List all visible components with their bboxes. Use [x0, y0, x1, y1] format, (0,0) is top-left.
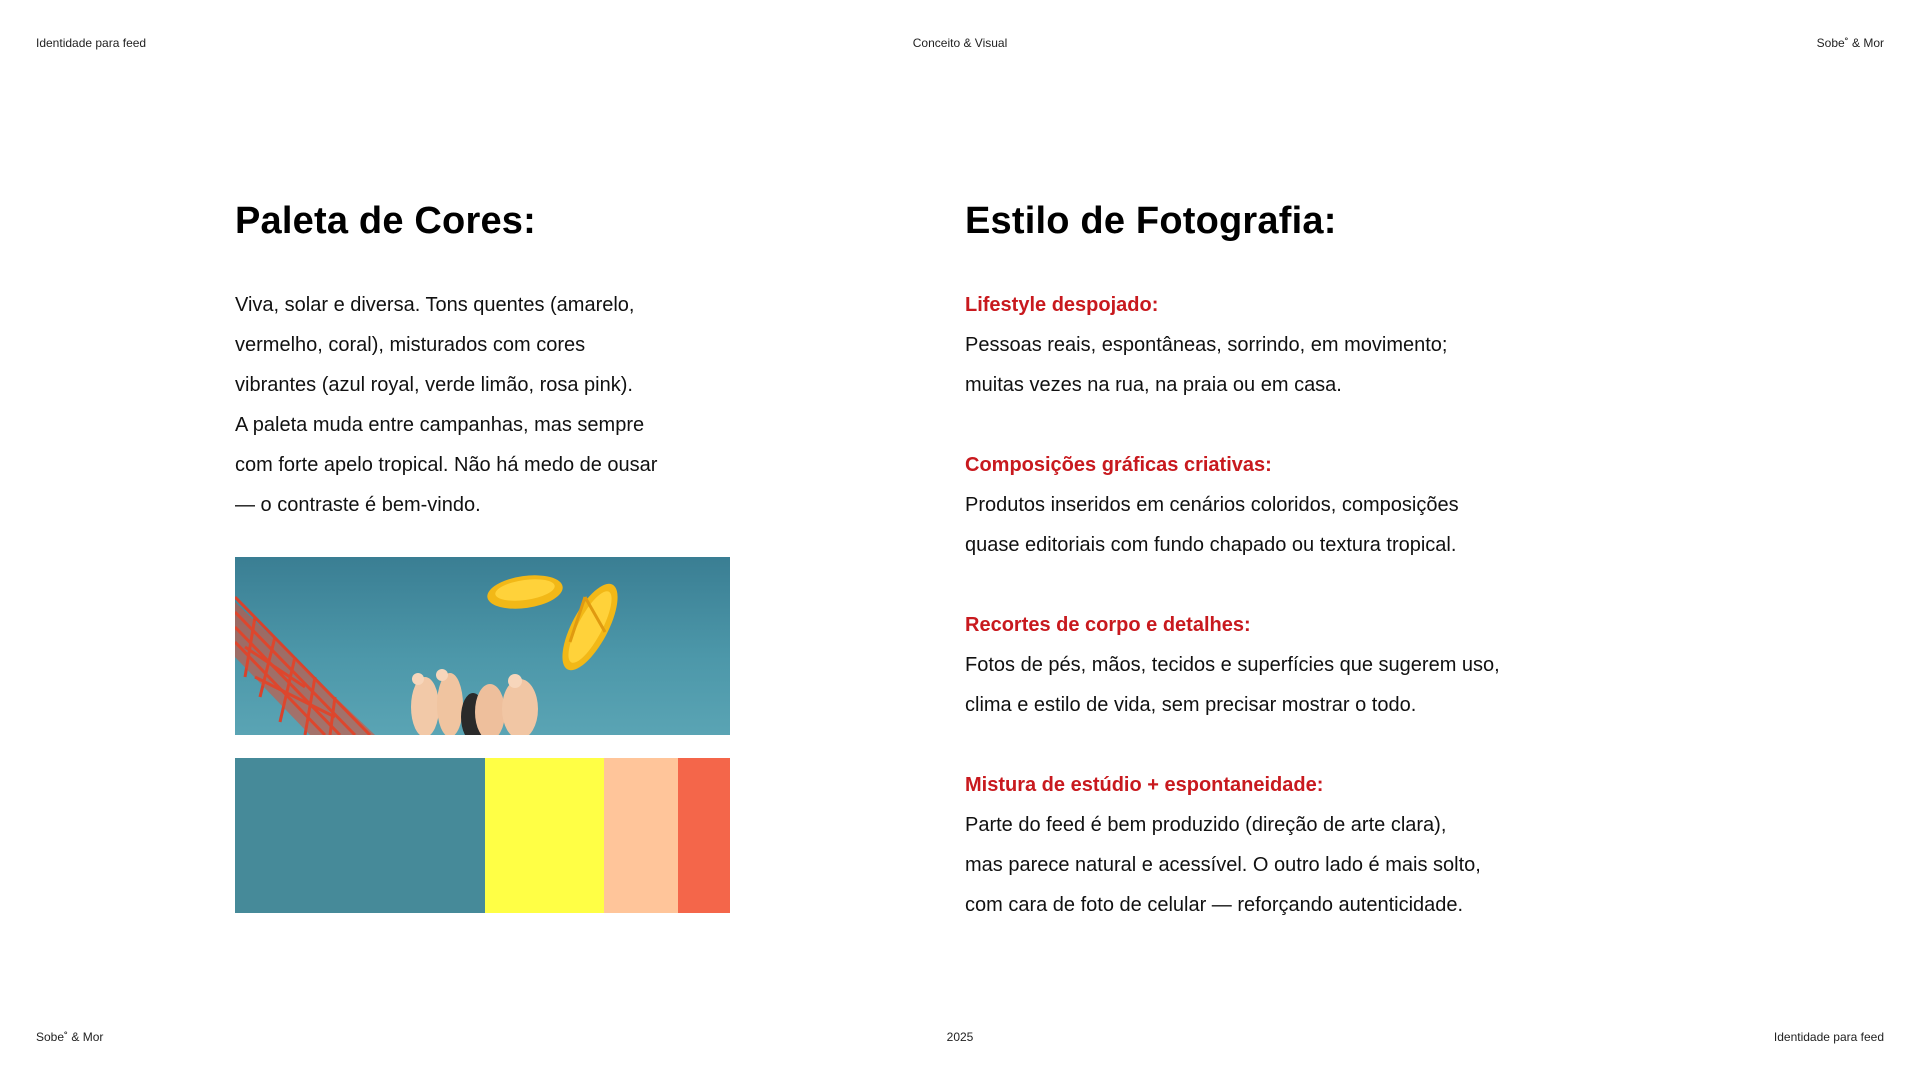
section-text: Pessoas reais, espontâneas, sorrindo, em movimento; muitas vezes na rua, na praia ou em casa.: [965, 334, 1448, 396]
section-lifestyle: [965, 285, 1605, 405]
hammock-photo: [235, 557, 730, 735]
footer-right: Identidade para feed: [1773, 1030, 1884, 1044]
photography-column: [965, 200, 1605, 925]
footer-left: Sobe˚ & Mor: [36, 1030, 104, 1044]
palette-description: Viva, solar e diversa. Tons quentes (amarelo, vermelho, coral), misturados com cores vibrantes (azul royal, verde limão, rosa pink). A paleta muda entre campanhas, mas sempre com forte apelo tropical. Não há medo de ousar — o contraste é bem-vindo.: [235, 294, 658, 516]
photography-sections: [965, 285, 1605, 925]
header-left: Identidade para feed: [36, 36, 147, 50]
color-swatch-2: [485, 758, 604, 913]
section-composicoes: [965, 445, 1605, 565]
section-text: Produtos inseridos em cenários coloridos, composições quase editoriais com fundo chapado ou textura tropical.: [965, 494, 1459, 556]
section-title: Mistura de estúdio + espontaneidade:: [965, 774, 1324, 796]
feet: [411, 669, 538, 735]
hammock-photo-illustration: [235, 557, 730, 735]
section-title: Recortes de corpo e detalhes:: [965, 614, 1251, 636]
header-center: Conceito & Visual: [912, 36, 1008, 50]
page-header: [36, 36, 1884, 50]
photography-title: Estilo de Fotografia:: [965, 200, 1337, 242]
footer-center: 2025: [946, 1030, 974, 1044]
palette-title: Paleta de Cores:: [235, 200, 536, 242]
section-text: Fotos de pés, mãos, tecidos e superfícies que sugerem uso, clima e estilo de vida, sem precisar mostrar o todo.: [965, 654, 1500, 716]
palette-column: [235, 200, 755, 525]
section-title: Composições gráficas criativas:: [965, 454, 1272, 476]
header-right: Sobe˚ & Mor: [1816, 36, 1884, 50]
color-swatches: [235, 758, 730, 913]
color-swatch-3: [604, 758, 678, 913]
section-text: Parte do feed é bem produzido (direção de arte clara), mas parece natural e acessível. O outro lado é mais solto, com cara de foto de celular — reforçando autenticidade.: [965, 814, 1481, 916]
section-title: Lifestyle despojado:: [965, 294, 1159, 316]
color-swatch-1: [235, 758, 485, 913]
yellow-flip-flops: [485, 571, 628, 678]
color-swatch-4: [678, 758, 730, 913]
section-mistura: [965, 765, 1605, 925]
section-recortes: [965, 605, 1605, 725]
page-footer: [36, 1030, 1884, 1044]
